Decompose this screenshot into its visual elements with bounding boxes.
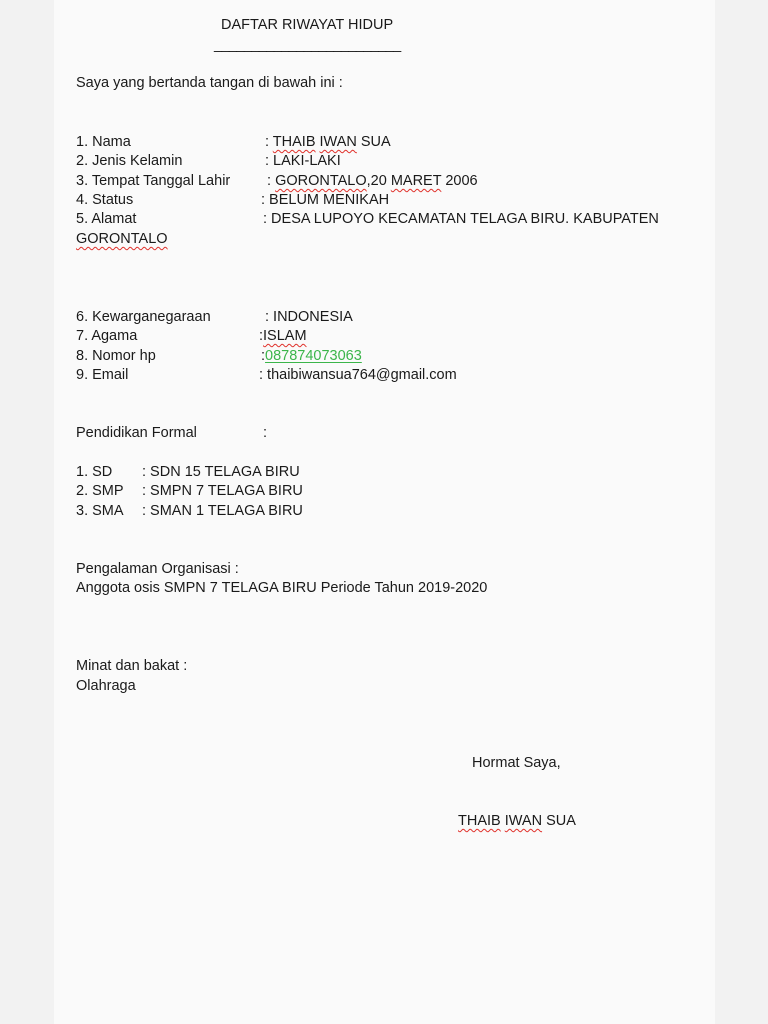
education-heading-colon: : <box>263 425 268 441</box>
label-tempat-tanggal-lahir: 3. Tempat Tanggal Lahir <box>76 173 231 189</box>
value-status: : BELUM MENIKAH <box>261 192 390 208</box>
label-email: 9. Email <box>76 367 129 383</box>
value-alamat-continued: GORONTALO <box>76 231 168 247</box>
label-jenis-kelamin: 2. Jenis Kelamin <box>76 153 183 169</box>
title-rule: _________________________ <box>214 37 401 53</box>
education-school-smp: : SMPN 7 TELAGA BIRU <box>142 483 303 499</box>
education-heading: Pendidikan Formal <box>76 425 197 441</box>
label-alamat: 5. Alamat <box>76 211 137 227</box>
signature-name: THAIB IWAN SUA <box>458 813 576 829</box>
value-nomor-hp: :087874073063 <box>261 348 362 364</box>
label-nama: 1. Nama <box>76 134 131 150</box>
value-jenis-kelamin: : LAKI-LAKI <box>265 153 341 169</box>
document-title: DAFTAR RIWAYAT HIDUP <box>221 17 394 33</box>
intro-text: Saya yang bertanda tangan di bawah ini : <box>76 75 343 91</box>
value-tempat-tanggal-lahir: : GORONTALO,20 MARET 2006 <box>267 173 478 189</box>
value-email: : thaibiwansua764@gmail.com <box>259 367 457 383</box>
label-nomor-hp: 8. Nomor hp <box>76 348 156 364</box>
value-nama: : THAIB IWAN SUA <box>265 134 391 150</box>
label-status: 4. Status <box>76 192 134 208</box>
interests-heading: Minat dan bakat : <box>76 658 188 674</box>
education-school-sd: : SDN 15 TELAGA BIRU <box>142 464 300 480</box>
education-level-sd: 1. SD <box>76 464 113 480</box>
education-school-sma: : SMAN 1 TELAGA BIRU <box>142 503 303 519</box>
interests-text: Olahraga <box>76 678 136 694</box>
organization-text: Anggota osis SMPN 7 TELAGA BIRU Periode Tahun 2019-2020 <box>76 580 488 596</box>
label-agama: 7. Agama <box>76 328 138 344</box>
label-kewarganegaraan: 6. Kewarganegaraan <box>76 309 211 325</box>
organization-heading: Pengalaman Organisasi : <box>76 561 239 577</box>
phone-link[interactable]: 087874073063 <box>265 348 362 364</box>
education-level-smp: 2. SMP <box>76 483 124 499</box>
education-level-sma: 3. SMA <box>76 503 124 519</box>
value-kewarganegaraan: : INDONESIA <box>265 309 353 325</box>
closing-greeting: Hormat Saya, <box>472 755 561 771</box>
value-alamat: : DESA LUPOYO KECAMATAN TELAGA BIRU. KABUPATEN <box>263 211 659 227</box>
value-agama: :ISLAM <box>259 328 307 344</box>
